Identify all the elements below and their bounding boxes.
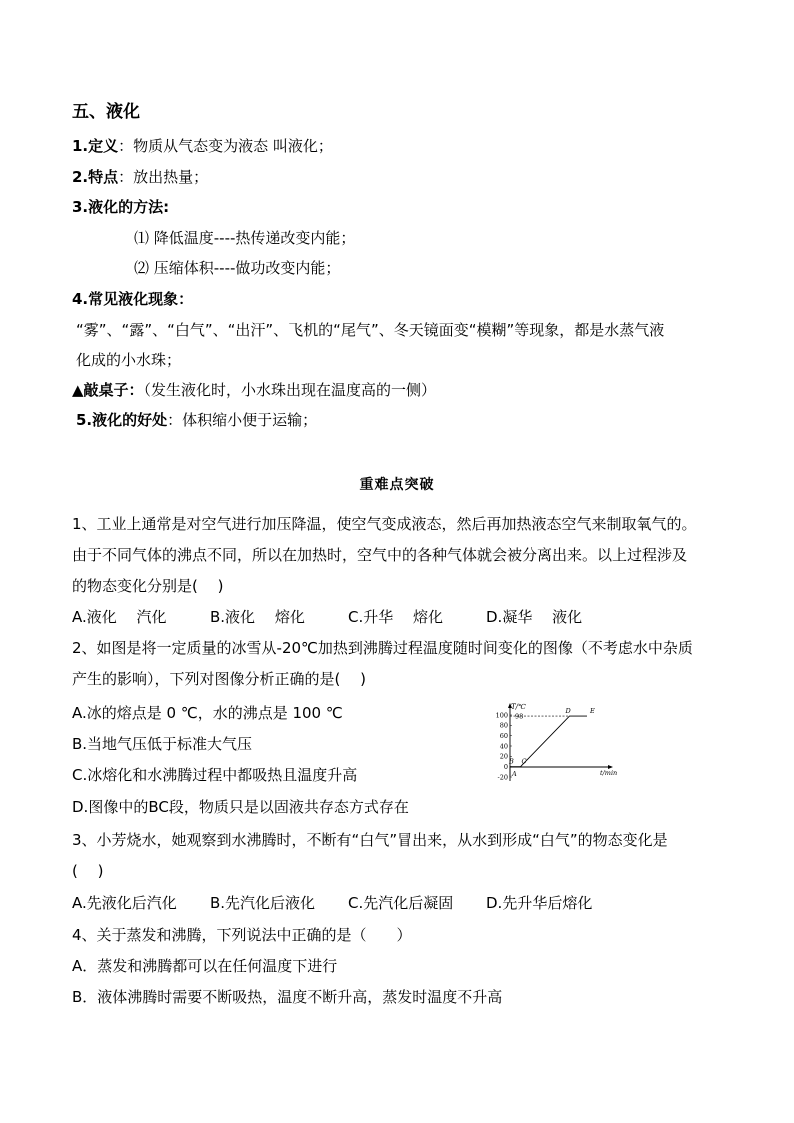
point-label-e: E — [590, 707, 595, 716]
methods-label: 3.液化的方法: — [72, 198, 170, 216]
question-2-option-a: A.冰的熔点是 0 ℃，水的沸点是 100 ℃ — [72, 704, 343, 722]
note-label: ▲敲桌子： — [72, 381, 144, 399]
definition-text: ：物质从气态变为液态 叫液化； — [118, 137, 333, 155]
option-a: A.先液化后汽化 — [72, 894, 177, 912]
definition-line — [72, 136, 333, 156]
y-tick-label: 100 — [495, 711, 508, 720]
point-label-c: C — [521, 757, 527, 766]
question-4-option-b: B．液体沸腾时需要不断吸热，温度不断升高，蒸发时温度不升高 — [72, 988, 503, 1006]
option-c: C.升华 熔化 — [348, 608, 444, 626]
definition-label: 1.定义 — [72, 137, 119, 155]
point-label-a: A — [512, 770, 517, 778]
benefit-line — [76, 410, 317, 430]
question-2-option-c: C.冰熔化和水沸腾过程中都吸热且温度升高 — [72, 766, 358, 784]
question-4-option-a: A．蒸发和沸腾都可以在任何温度下进行 — [72, 957, 338, 975]
question-1-stem: 由于不同气体的沸点不同，所以在加热时，空气中的各种气体就会被分离出来。以上过程涉及 — [72, 546, 688, 564]
option-a: A.液化 汽化 — [72, 608, 167, 626]
y-tick-label: 0 — [503, 762, 508, 771]
feature-line — [72, 167, 208, 187]
question-2-option-b: B.当地气压低于标准大气压 — [72, 735, 253, 753]
question-2-stem: 2、如图是将一定质量的冰雪从-20℃加热到沸腾过程温度随时间变化的图像（不考虑水中杂质 — [72, 639, 693, 657]
y-axis-label: T/℃ — [511, 703, 526, 711]
point-label-b: B — [509, 757, 514, 766]
x-axis-label: t/min — [600, 769, 618, 777]
method-item: ⑴ 降低温度----热传递改变内能； — [134, 229, 356, 247]
boil-point-label: 98 — [515, 712, 524, 721]
option-c: C.先汽化后凝固 — [348, 894, 454, 912]
key-points-title: 重难点突破 — [359, 477, 435, 493]
y-tick-label: 80 — [499, 721, 508, 730]
option-d: D.凝华 液化 — [486, 608, 583, 626]
phenomena-line: “雾”、“露”、“白气”、“出汗”、飞机的“尾气”、冬天镜面变“模糊”等现象，都是水蒸气液 — [76, 321, 665, 339]
question-2-stem: 产生的影响），下列对图像分析正确的是( ) — [72, 670, 366, 688]
option-b: B.先汽化后液化 — [210, 894, 316, 912]
point-label-d: D — [565, 707, 571, 716]
method-item: ⑵ 压缩体积----做功改变内能； — [134, 259, 341, 277]
section-title: 五、液化 — [72, 102, 140, 122]
feature-label: 2.特点 — [72, 168, 119, 186]
option-b: B.液化 熔化 — [210, 608, 305, 626]
benefit-text: ：体积缩小便于运输； — [167, 411, 318, 429]
temperature-curve — [510, 716, 587, 777]
phenomena-label: 4.常见液化现象： — [72, 290, 194, 308]
y-tick-label: 40 — [499, 742, 508, 751]
question-3-options — [72, 893, 592, 913]
option-d: D.先升华后熔化 — [486, 894, 593, 912]
question-1-stem: 1、工业上通常是对空气进行加压降温，使空气变成液态，然后再加热液态空气来制取氧气的。 — [72, 515, 697, 533]
question-1-options — [72, 607, 582, 627]
y-tick-label: 20 — [499, 752, 508, 761]
phenomena-line: 化成的小水珠； — [76, 351, 182, 369]
question-3-stem: ( ) — [72, 862, 104, 880]
y-tick-label: -20 — [497, 773, 508, 782]
question-3-stem: 3、小芳烧水，她观察到水沸腾时，不断有“白气”冒出来，从水到形成“白气”的物态变化是 — [72, 831, 668, 849]
y-tick-label: 60 — [499, 731, 508, 740]
note-text: （发生液化时，小水珠出现在温度高的一侧） — [143, 381, 437, 399]
note-line — [72, 380, 436, 400]
question-1-stem: 的物态变化分别是( ) — [72, 577, 224, 595]
question-2-option-d: D.图像中的BC段，物质只是以固液共存态方式存在 — [72, 798, 409, 816]
benefit-label: 5.液化的好处 — [76, 411, 168, 429]
feature-text: ：放出热量； — [118, 168, 209, 186]
question-4-stem: 4、关于蒸发和沸腾，下列说法中正确的是（ ） — [72, 926, 412, 944]
temperature-time-graph — [488, 701, 628, 785]
